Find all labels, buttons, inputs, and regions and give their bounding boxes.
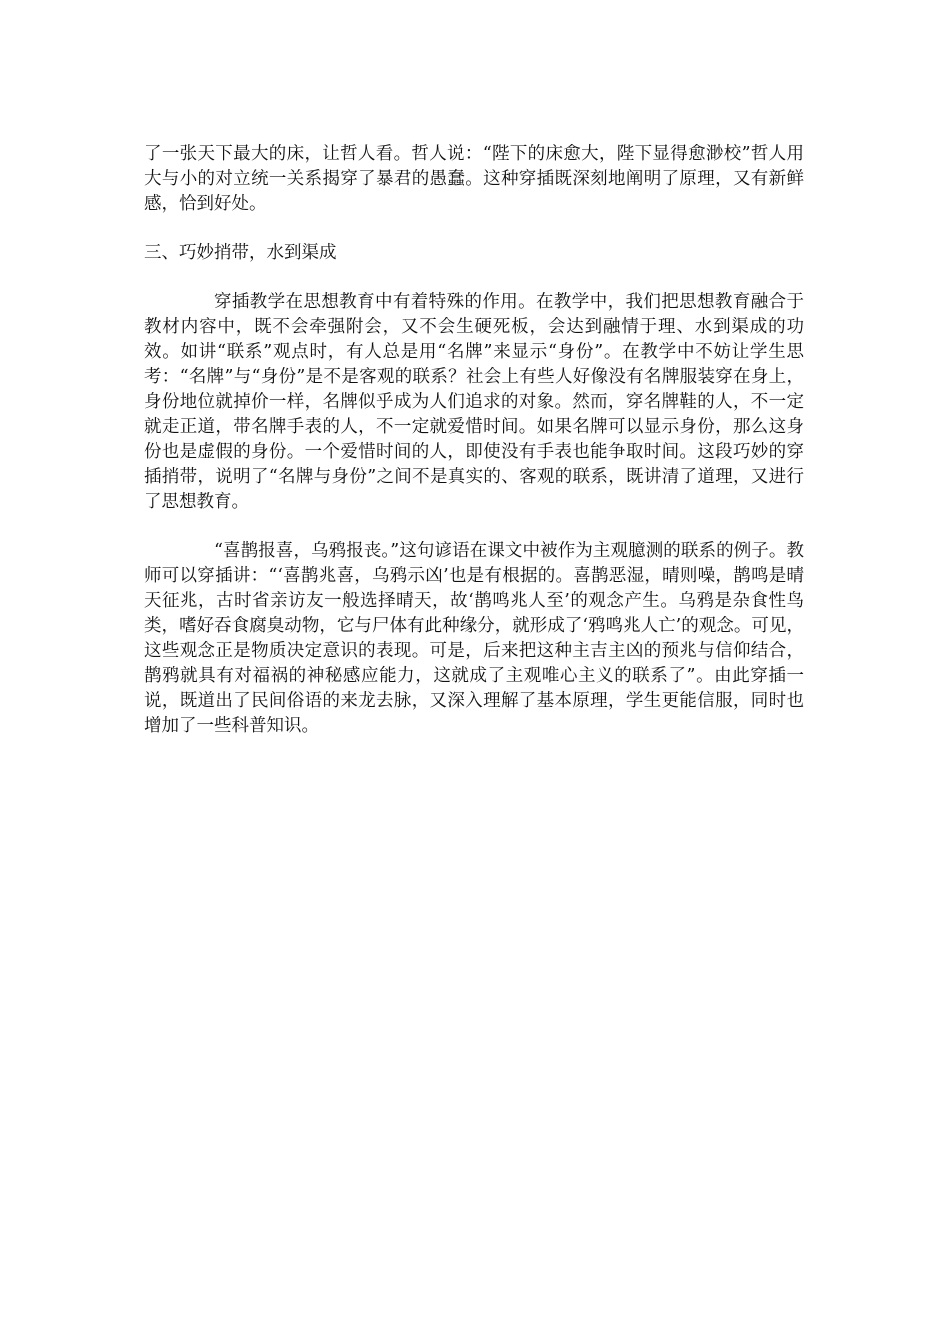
intro-paragraph: 了一张天下最大的床，让哲人看。哲人说：“陛下的床愈大，陛下显得愈渺校”哲人用大与小的对立统一关系揭穿了暴君的愚蠢。这种穿插既深刻地阐明了原理，又有新鲜感，恰到好处。: [144, 144, 804, 214]
paragraph-spacer: [144, 217, 804, 241]
body-paragraph-1: 穿插教学在思想教育中有着特殊的作用。在教学中，我们把思想教育融合于教材内容中，既不会牵强附会，又不会生硬死板，会达到融情于理、水到渠成的功效。如讲“联系”观点时，有人总是用“名牌”来显示“身份”。在教学中不妨让学生思考：“名牌”与“身份”是不是客观的联系？社会上有些人好像没有名牌服装穿在身上，身份地位就掉价一样，名牌似乎成为人们追求的对象。然而，穿名牌鞋的人，不一定就走正道，带名牌手表的人，不一定就爱惜时间。如果名牌可以显示身份，那么这身份也是虚假的身份。一个爱惜时间的人，即使没有手表也能争取时间。这段巧妙的穿插捎带，说明了“名牌与身份”之间不是真实的、客观的联系，既讲清了道理，又进行了思想教育。: [144, 292, 804, 512]
document-body: [144, 142, 804, 739]
body-paragraph-2: “喜鹊报喜，乌鸦报丧。”这句谚语在课文中被作为主观臆测的联系的例子。教师可以穿插讲：“‘喜鹊兆喜，乌鸦示凶’也是有根据的。喜鹊恶湿，晴则噪，鹊鸣是晴天征兆，古时省亲访友一般选择晴天，故‘鹊鸣兆人至’的观念产生。乌鸦是杂食性鸟类，嗜好吞食腐臭动物，它与尸体有此种缘分，就形成了‘鸦鸣兆人亡’的观念。可见，这些观念正是物质决定意识的表现。可是，后来把这种主吉主凶的预兆与信仰结合，鹊鸦就具有对福祸的神秘感应能力，这就成了主观唯心主义的联系了”。由此穿插一说，既道出了民间俗语的来龙去脉，又深入理解了基本原理，学生更能信服，同时也增加了一些科普知识。: [144, 541, 804, 736]
section-heading: 三、巧妙捎带，水到渠成: [144, 243, 337, 263]
paragraph-spacer: [144, 266, 804, 290]
paragraph-spacer: [144, 515, 804, 539]
